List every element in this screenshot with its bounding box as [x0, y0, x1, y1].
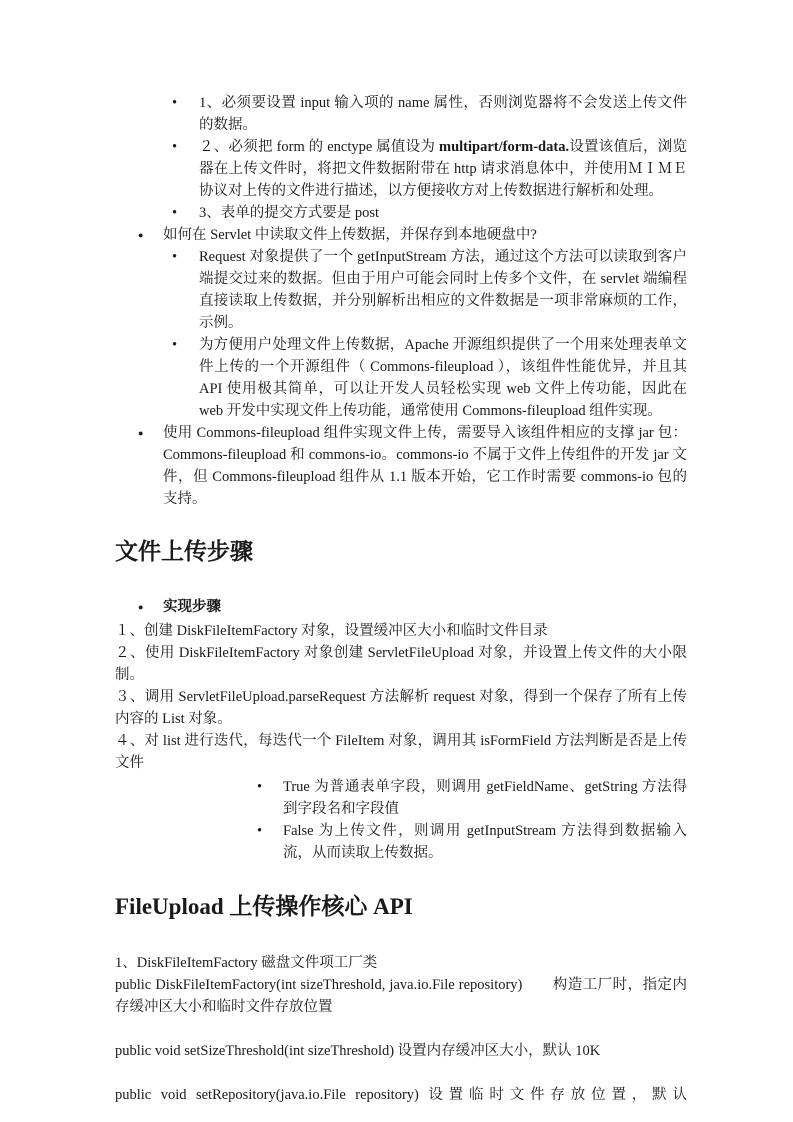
section-heading-upload-steps: 文件上传步骤 — [115, 538, 253, 564]
list-item-text-post: 设置该值后，浏览器在上传文件时，将把文件数据附带在 http 请求消息体中，并使用ＭＩＭＥ协议对上传的文件进行描述，以方便接收方对上传数据进行解析和处理。 — [199, 139, 687, 199]
list-item-servlet-point-2 — [115, 334, 687, 422]
bullet-icon: • — [172, 337, 178, 353]
bold-text-enctype-value: multipart/form-data. — [439, 139, 570, 155]
section-heading-core-api: FileUpload 上传操作核心 API — [115, 894, 413, 919]
bullet-icon: • — [172, 205, 178, 221]
blank-line — [115, 1062, 687, 1084]
paragraph-api-set-repository: public void setRepository(java.io.File repository) 设置临时文件存放位置，默认 — [115, 1087, 687, 1103]
paragraph-api-class-title: 1、DiskFileItemFactory 磁盘文件项工厂类 — [115, 955, 378, 971]
list-item-text: True 为普通表单字段，则调用 getFieldName、getString 方法得到字段名和字段值 — [283, 779, 687, 817]
list-item-steps-label — [115, 596, 687, 618]
list-item-requirement-2 — [115, 136, 687, 202]
bullet-icon: ● — [138, 428, 144, 438]
bullet-icon: ● — [138, 230, 144, 240]
list-item-text: 使用 Commons-fileupload 组件实现文件上传，需要导入该组件相应的支撑 jar 包：Commons-fileupload 和 commons-io。commons-io 不属于文件上传组件的开发 jar 文件，但 Commons-fileupload 组件从 1.1 版本开始，它工作时需要 commons-io 包的支持。 — [163, 425, 687, 507]
list-item-text: 1、必须要设置 input 输入项的 name 属性，否则浏览器将不会发送上传文件的数据。 — [199, 95, 687, 133]
list-item-servlet-question — [115, 224, 687, 246]
list-item-requirement-3 — [115, 202, 687, 224]
paragraph-step-2: ２、使用 DiskFileItemFactory 对象创建 ServletFileUpload 对象，并设置上传文件的大小限制。 — [115, 645, 687, 683]
list-item-text-pre: ２、必须把 form 的 enctype 属值设为 — [199, 139, 439, 155]
list-item-text: 如何在 Servlet 中读取文件上传数据，并保存到本地硬盘中? — [163, 227, 537, 243]
bullet-icon: • — [172, 249, 178, 265]
list-item-false-case — [115, 820, 687, 864]
paragraph-api-set-size-threshold: public void setSizeThreshold(int sizeThreshold) 设置内存缓冲区大小，默认 10K — [115, 1043, 601, 1059]
list-item-text: False 为上传文件，则调用 getInputStream 方法得到数据输入流，从而读取上传数据。 — [283, 823, 687, 861]
bullet-icon: • — [172, 139, 178, 155]
list-item-servlet-point-1 — [115, 246, 687, 334]
bullet-icon: • — [172, 95, 178, 111]
paragraph-api-constructor: public DiskFileItemFactory(int sizeThreshold, java.io.File repository) 构造工厂时，指定内存缓冲区大小和临时文件存放位置 — [115, 977, 687, 1015]
bullet-icon: • — [257, 823, 263, 839]
steps-label-text: 实现步骤 — [163, 599, 221, 615]
list-item-text: Request 对象提供了一个 getInputStream 方法，通过这个方法可以读取到客户端提交过来的数据。但由于用户可能会同时上传多个文件，在 servlet 端编程直接读取上传数据，并分别解析出相应的文件数据是一项非常麻烦的工作，示例。 — [199, 249, 687, 331]
paragraph-step-3: ３、调用 ServletFileUpload.parseRequest 方法解析 request 对象，得到一个保存了所有上传内容的 List 对象。 — [115, 689, 687, 727]
paragraph-step-1: １、创建 DiskFileItemFactory 对象，设置缓冲区大小和临时文件目录 — [115, 623, 548, 639]
bullet-icon: • — [257, 779, 263, 795]
list-item-text: 3、表单的提交方式要是 post — [199, 205, 380, 221]
list-item-jar-note — [115, 422, 687, 510]
list-item-true-case — [115, 776, 687, 820]
paragraph-step-4: ４、对 list 进行迭代，每迭代一个 FileItem 对象，调用其 isFormField 方法判断是否是上传文件 — [115, 733, 687, 771]
list-item-text: 为方便用户处理文件上传数据，Apache 开源组织提供了一个用来处理表单文件上传的一个开源组件（ Commons-fileupload ），该组件性能优异，并且其 API 使用极其简单，可以让开发人员轻松实现 web 文件上传功能，因此在 web 开发中实现文件上传功能，通常使用 Commons-fileupload 组件实现。 — [199, 337, 687, 419]
list-item-requirement-1 — [115, 92, 687, 136]
bullet-icon: ● — [138, 602, 144, 612]
blank-line — [115, 1018, 687, 1040]
